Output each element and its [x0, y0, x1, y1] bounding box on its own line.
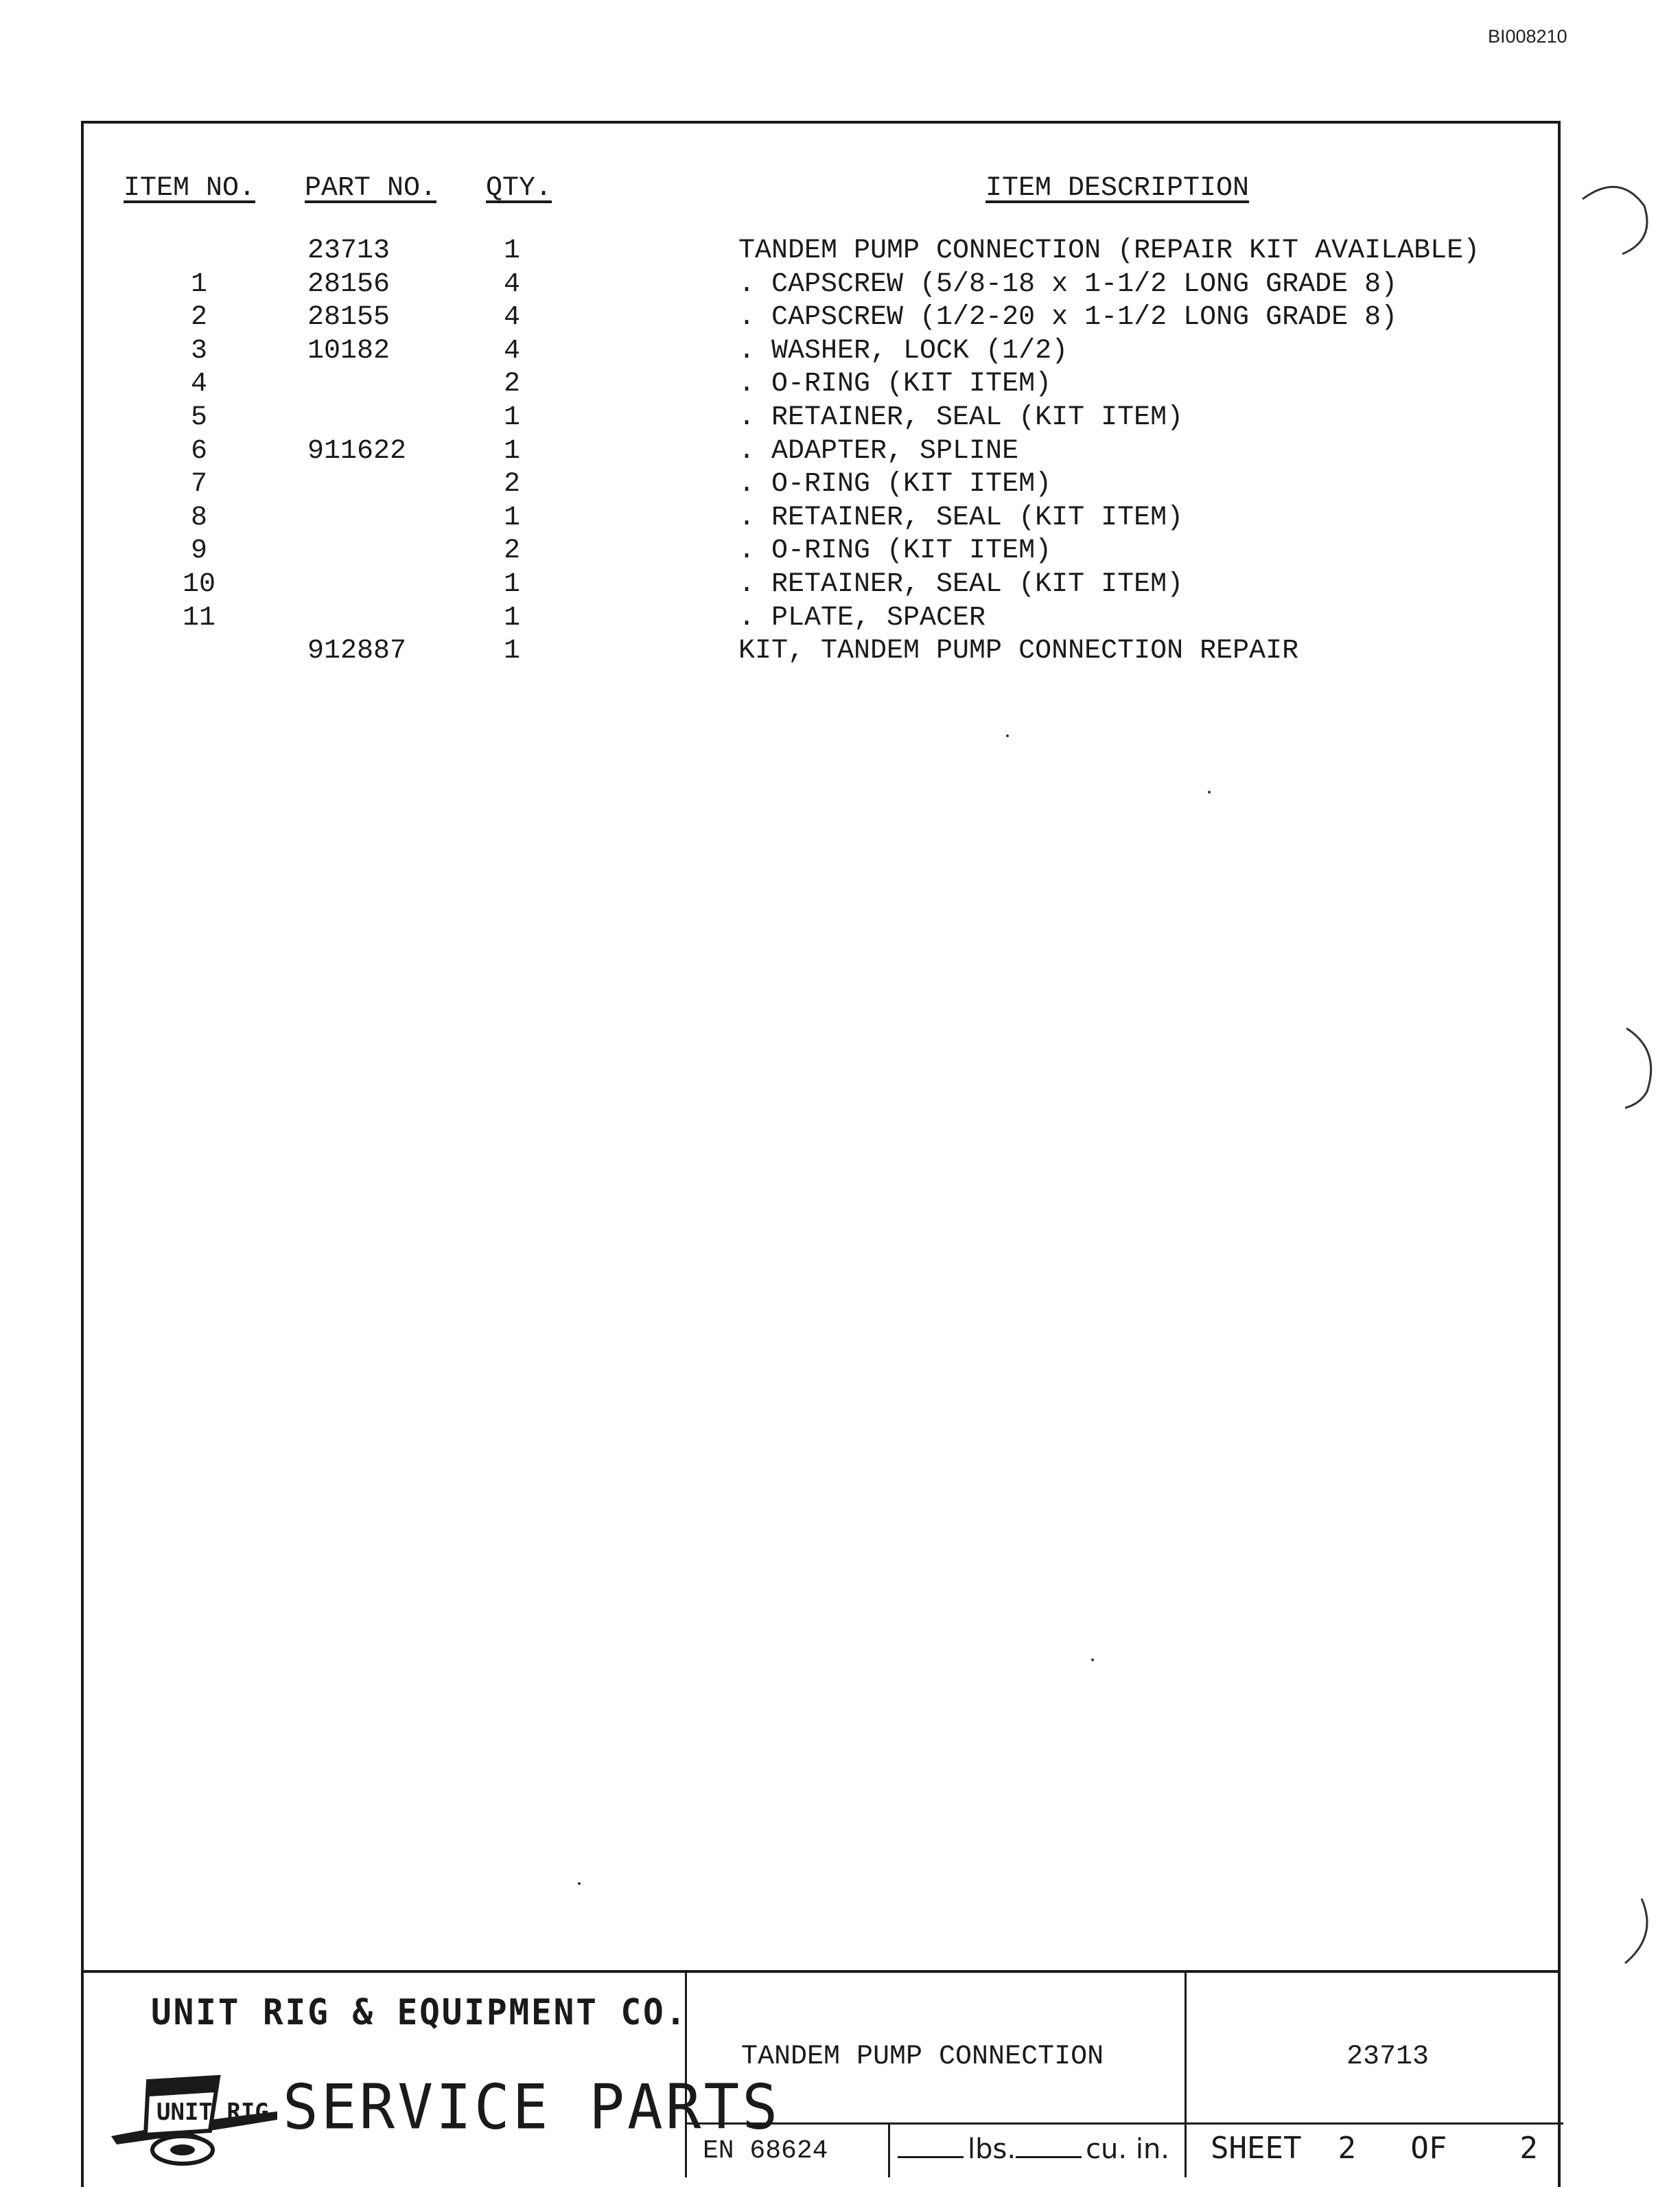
description-cell: KIT, TANDEM PUMP CONNECTION REPAIR	[738, 636, 1299, 667]
service-parts-label: SERVICE PARTS	[283, 2071, 781, 2144]
qty-cell: 4	[503, 268, 520, 300]
part-no-cell: 911622	[307, 435, 407, 467]
item-no-cell: 6	[190, 435, 207, 467]
description-cell: . O-RING (KIT ITEM)	[738, 369, 1052, 400]
engineering-number: EN 68624	[703, 2136, 828, 2166]
punch-hole-mark	[1578, 178, 1661, 261]
table-row	[0, 302, 1680, 336]
scan-speck	[578, 1882, 581, 1885]
item-no-cell: 7	[190, 469, 207, 500]
cuin-blank	[1016, 2156, 1082, 2158]
document-id: BI008210	[1488, 26, 1567, 47]
description-cell: . RETAINER, SEAL (KIT ITEM)	[738, 502, 1184, 533]
item-no-cell: 9	[190, 535, 207, 567]
table-row	[0, 502, 1680, 536]
scan-speck	[1208, 791, 1211, 794]
part-no-cell: 28156	[307, 268, 390, 300]
sheet-number: 2	[1338, 2131, 1356, 2166]
description-cell: . CAPSCREW (5/8-18 x 1-1/2 LONG GRADE 8)	[738, 268, 1398, 300]
item-no-cell: 1	[190, 268, 207, 300]
sheet-field	[1211, 2131, 1538, 2166]
qty-cell: 1	[503, 636, 520, 667]
header-part-no: PART NO.	[305, 173, 437, 204]
description-cell: . O-RING (KIT ITEM)	[738, 535, 1052, 567]
table-row	[0, 369, 1680, 402]
description-cell: . O-RING (KIT ITEM)	[738, 469, 1052, 500]
item-no-cell: 5	[190, 402, 207, 433]
punch-hole-mark	[1620, 1895, 1668, 1970]
title-block-title: TANDEM PUMP CONNECTION	[741, 2041, 1104, 2072]
table-row	[0, 636, 1680, 669]
item-no-cell: 8	[190, 502, 207, 533]
table-row	[0, 436, 1680, 470]
table-row	[0, 569, 1680, 603]
of-label: OF	[1410, 2131, 1447, 2166]
qty-cell: 4	[503, 335, 520, 367]
qty-cell: 1	[503, 402, 520, 433]
weight-volume-field	[898, 2133, 1169, 2165]
description-cell: . RETAINER, SEAL (KIT ITEM)	[738, 402, 1184, 433]
qty-cell: 1	[503, 502, 520, 533]
table-row	[0, 469, 1680, 502]
title-block-part-no: 23713	[1346, 2041, 1430, 2072]
table-row	[0, 235, 1680, 269]
qty-cell: 1	[503, 435, 520, 467]
header-item-no: ITEM NO.	[124, 173, 256, 204]
unit-rig-logo	[97, 2054, 283, 2169]
qty-cell: 1	[503, 568, 520, 600]
part-no-cell: 10182	[307, 335, 390, 367]
scan-speck	[1006, 734, 1009, 737]
description-cell: . CAPSCREW (1/2-20 x 1-1/2 LONG GRADE 8)	[738, 302, 1398, 334]
item-no-cell: 2	[190, 302, 207, 334]
description-cell: . WASHER, LOCK (1/2)	[738, 335, 1069, 367]
qty-cell: 2	[503, 535, 520, 567]
divider	[685, 2122, 1563, 2125]
table-row	[0, 336, 1680, 369]
table-row	[0, 402, 1680, 436]
item-no-cell: 4	[190, 369, 207, 400]
cuin-label: cu. in.	[1086, 2133, 1170, 2165]
table-row	[0, 269, 1680, 303]
logo-text: UNIT RIG	[156, 2098, 269, 2126]
qty-cell: 4	[503, 302, 520, 334]
description-cell: TANDEM PUMP CONNECTION (REPAIR KIT AVAILABLE)	[738, 235, 1480, 266]
divider	[888, 2122, 890, 2177]
header-item-description: ITEM DESCRIPTION	[985, 173, 1250, 204]
sheet-label: SHEET	[1211, 2131, 1302, 2166]
description-cell: . PLATE, SPACER	[738, 602, 986, 634]
item-no-cell: 11	[182, 602, 215, 634]
qty-cell: 1	[503, 235, 520, 266]
part-no-cell: 912887	[307, 636, 407, 667]
punch-hole-mark	[1620, 1023, 1668, 1112]
lbs-blank	[898, 2156, 964, 2158]
qty-cell: 1	[503, 602, 520, 634]
parts-list	[0, 235, 1680, 669]
divider	[1185, 1973, 1187, 2177]
part-no-cell: 23713	[307, 235, 390, 266]
description-cell: . ADAPTER, SPLINE	[738, 435, 1019, 467]
sheet-total: 2	[1519, 2131, 1538, 2166]
item-no-cell: 10	[182, 568, 215, 600]
qty-cell: 2	[503, 369, 520, 400]
part-no-cell: 28155	[307, 302, 390, 334]
company-name: UNIT RIG & EQUIPMENT CO.	[151, 1992, 688, 2033]
header-qty: QTY.	[486, 173, 552, 204]
item-no-cell: 3	[190, 335, 207, 367]
lbs-label: lbs.	[968, 2133, 1016, 2165]
table-row	[0, 603, 1680, 636]
table-row	[0, 535, 1680, 569]
qty-cell: 2	[503, 469, 520, 500]
title-block	[81, 1970, 1561, 2175]
description-cell: . RETAINER, SEAL (KIT ITEM)	[738, 568, 1184, 600]
scan-speck	[1091, 1658, 1094, 1661]
